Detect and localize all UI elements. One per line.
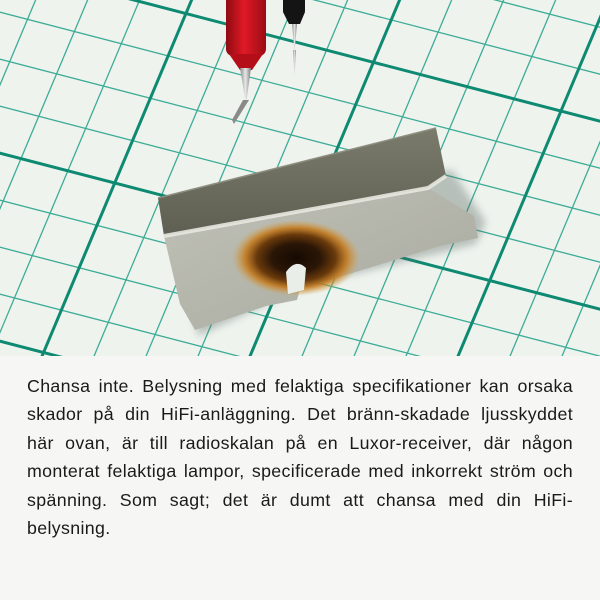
caption-text: Chansa inte. Belysning med felaktiga specifikationer kan orsaka skador på din HiFi-anläggning. Det bränn-skadade ljusskyddet här ovan, är till radioskalan på en Luxor-receiver, där någon monterat felaktiga lampor, specificerade med inkorrekt ström och spänning. Som sagt; det är dumt att chansa med din HiFi-belysning. — [27, 376, 573, 539]
shield-notch — [286, 264, 306, 294]
caption-panel — [0, 356, 600, 600]
